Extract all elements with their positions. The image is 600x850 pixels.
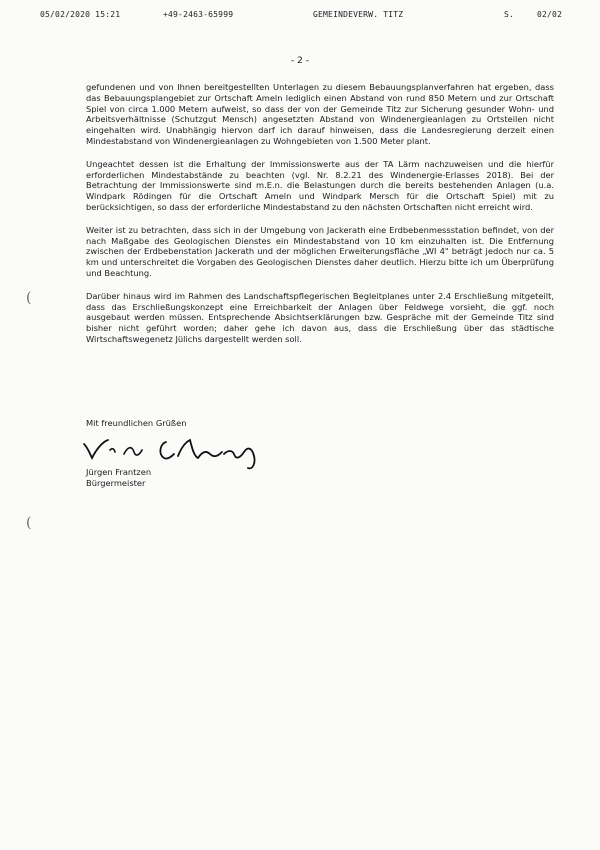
- paragraph: Weiter ist zu betrachten, dass sich in der Umgebung von Jackerath eine Erdbebenmessstation befindet, von der nach Maßgabe des Geologischen Dienstes ein Mindestabstand von 10 km einzuhalten ist. Die Entfernung zwischen der Erdbebenstation Jackerath und der möglichen Erweiterungsfläche „WI 4" beträgt jedoch nur ca. 5 km und unterschreitet die Vorgaben des Geologischen Dienstes daher deutlich. Hierzu bitte ich um Überprüfung und Beachtung.: [86, 224, 554, 278]
- fax-page-count: 02/02: [537, 10, 563, 19]
- signer-block: [86, 467, 151, 489]
- paragraph: Darüber hinaus wird im Rahmen des Landschaftspflegerischen Begleitplanes unter 2.4 Erschließung mitgeteilt, dass das Erschließungskonzept eine Erreichbarkeit der Anlagen über Feldwege vorsieht, die ggf. noch ausgebaut werden müssen. Entsprechende Absichtserklärungen bzw. Gespräche mit der Gemeinde Titz sind bisher nicht geführt worden; daher gehe ich davon aus, dass die Erschließung über das städtische Wirtschaftswegenetz Jülichs dargestellt werden soll.: [86, 290, 554, 344]
- fax-sender: GEMEINDEVERW. TITZ: [313, 10, 404, 19]
- handwritten-signature: [82, 428, 282, 472]
- fax-phone: +49-2463-65999: [163, 10, 234, 19]
- paragraph: gefundenen und von Ihnen bereitgestellten Unterlagen zu diesem Bebauungsplanverfahren hat ergeben, dass das Bebauungsplangebiet zur Ortschaft Ameln lediglich einen Abstand von rund 850 Metern und zur Ortschaft Spiel von circa 1.000 Metern aufweist, so dass der von der Gemeinde Titz zur Sicherung gesunder Wohn- und Arbeitsverhältnisse (Schutzgut Mensch) angesetzten Abstand von Windenergieanlagen zu Ortsteilen nicht eingehalten wird. Unabhängig hiervon darf ich darauf hinweisen, dass die Landesregierung derzeit einen Mindestabstand von Windenergieanlagen zu Wohngebieten von 1.500 Meter plant.: [86, 82, 554, 146]
- signer-name: Jürgen Frantzen: [86, 467, 152, 477]
- punch-hole-mark: (: [26, 515, 32, 531]
- paragraph: Ungeachtet dessen ist die Erhaltung der Immissionswerte aus der TA Lärm nachzuweisen und die hierfür erforderlichen Mindestabstände zu beachten (vgl. Nr. 8.2.21 des Windenergie-Erlasses 2018). Bei der Betrachtung der Immissionswerte sind m.E.n. die Belastungen durch die bereits bestehenden Anlagen (u.a. Windpark Rödingen für die Ortschaft Ameln und Windpark Mersch für die Ortschaft Spiel) mit zu berücksichtigen, so dass der erforderliche Mindestabstand zu den nächsten Ortschaften nicht erreicht wird.: [86, 158, 554, 212]
- letter-body: [86, 82, 554, 357]
- fax-page-prefix: S.: [504, 10, 515, 19]
- fax-datetime: 05/02/2020 15:21: [40, 10, 121, 19]
- punch-hole-mark: (: [26, 290, 32, 306]
- closing-greeting: Mit freundlichen Grüßen: [86, 418, 187, 428]
- page-number: - 2 -: [291, 56, 309, 66]
- signer-title: Bürgermeister: [86, 478, 146, 488]
